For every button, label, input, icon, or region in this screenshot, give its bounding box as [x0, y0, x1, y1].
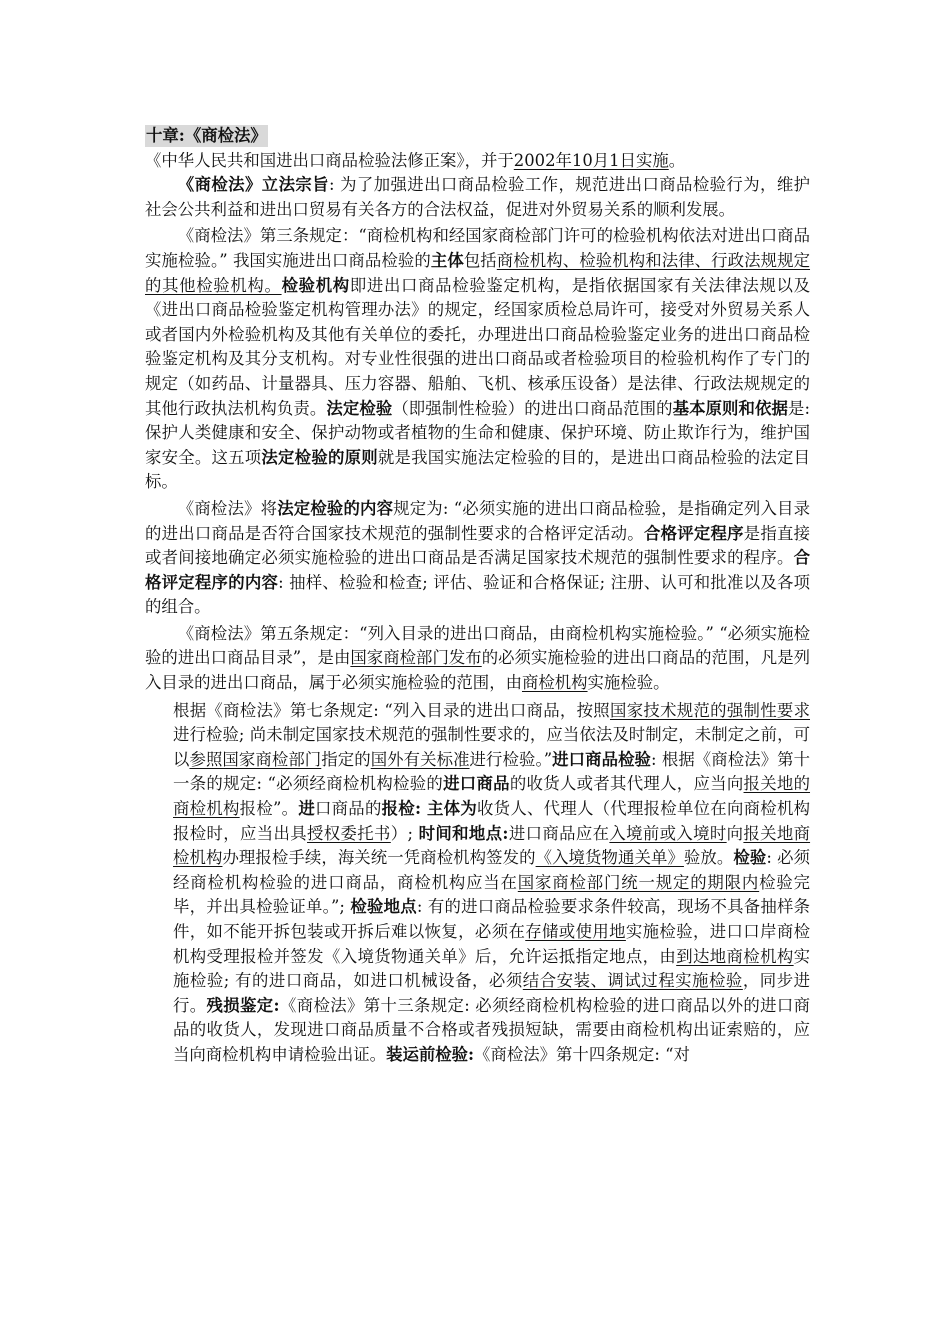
text-run: 就是我国实施法定检验的目的，是进出口商品检验的法定目标。	[145, 447, 811, 492]
text-run: 报检”。	[239, 799, 299, 819]
underlined-text: 国家商检部门统一规定的期限内	[517, 872, 760, 892]
underlined-text: 2002年10月1日实施	[513, 150, 669, 170]
text-run: : 为了加强进出口商品检验工作，规范进出口商品检验行为，维护社会公共利益和进出口贸易有关各方的合法权益，促进对外贸易关系的顺利发展。	[145, 175, 811, 219]
bold-term: 检验地点	[350, 897, 417, 917]
text-run: 进行检验; 尚未制定国家技术规范的强制性要求的，应当依法及时制定，未制定之前，可以	[173, 725, 810, 769]
text-run: 验放。	[683, 848, 734, 868]
bold-term: 残损鉴定:	[206, 995, 280, 1015]
text-run: 包括	[463, 250, 497, 270]
underlined-text: 国家技术规范的强制性要求	[610, 700, 810, 720]
text-run: 是指直接或者间接地确定必须实施检验的进出口商品是否满足国家技术规范的强制性要求的程序。	[145, 523, 811, 568]
text-run: 《中华人民共和国进出口商品检验法修正案》，并于	[145, 150, 514, 170]
underlined-text: 存储或使用地	[525, 922, 626, 941]
text-run: 《商检法》将	[177, 498, 278, 518]
underlined-text: 授权委托书	[307, 823, 391, 843]
paragraph-law-amendment	[145, 149, 810, 174]
text-run: （即强制性检验）的进出口商品范围的	[392, 398, 673, 418]
underlined-text: 《入境货物通关单》	[535, 848, 684, 868]
underlined-text: 商检机构	[521, 673, 588, 693]
text-run: 检验完毕，并出具检验证单。”;	[173, 872, 811, 917]
bold-term: 法定检验的内容	[277, 498, 394, 518]
text-run: 的收货人或者其代理人，应当向	[509, 774, 744, 794]
paragraph-article-7	[173, 699, 810, 1068]
text-run: 是: 保护人类健康和安全、保护动物或者植物的生命和健康、保护环境、防止欺诈行为，维护国家安全。这五项	[145, 398, 811, 467]
underlined-text: 参照国家商检部门	[189, 749, 322, 769]
text-run: 即进出口商品检验鉴定机构，是指依据国家有关法律法规以及《进出口商品检验鉴定机构管理办法》的规定，经国家质检总局许可，接受对外贸易关系人或者国内外检验机构及其他有关单位的委托，办理进出口商品检验鉴定业务的进出口商品检验鉴定机构及其分支机构。对专业性很强的进出口商品或者检验项目的检验机构作了专门的规定（如药品、计量器具、压力容器、船舶、飞机、核承压设备）是法律、行政法规规定的其他行政执法机构负责。	[145, 275, 811, 418]
underlined-text: 报关地商检机构	[173, 823, 811, 868]
bold-term: 合格评定程序	[643, 523, 744, 543]
paragraph-statutory-inspection	[145, 497, 810, 620]
underlined-text: 报关地的商检机构	[173, 774, 811, 819]
text-run: 办理报检手续，海关统一凭商检机构签发的	[222, 848, 536, 868]
text-run: : 有的进口商品检验要求条件较高，现场不具备抽样条件，如不能开拆包装或开拆后难以恢复，必须在	[173, 897, 811, 941]
text-run: 向	[726, 823, 744, 843]
chapter-title: 十章:《商检法》	[146, 126, 267, 145]
text-run: 《商检法》第三条规定：“商检机构和经国家商检部门许可的检验机构依法对进出口商品实施检验。” 我国实施进出口商品检验的	[145, 226, 810, 270]
text-run: 实施检验。	[587, 673, 670, 693]
text-run: : 抽样、检验和检查; 评估、验证和合格保证; 注册、认可和批准以及各项的组合。	[145, 572, 811, 617]
document-body	[145, 124, 810, 1068]
bold-term: 基本原则和依据	[672, 398, 789, 418]
text-run: 实施检验; 有的进口商品，如进口机械设备，必须	[173, 946, 811, 991]
chapter-title-line	[145, 124, 810, 149]
underlined-text: 商检机构、检验机构和法律、行政法规规定的其他检验机构。	[145, 250, 811, 295]
text-run: 进行检验。”	[469, 749, 553, 769]
text-run: 实施检验，进口口岸商检机构受理报检并签发《入境货物通关单》后，允许运抵指定地点，由	[173, 922, 811, 966]
bold-term: 检验	[733, 848, 767, 868]
bold-term: 法定检验的原则	[261, 447, 378, 467]
bold-term: 法定检验	[326, 398, 393, 418]
text-run: 根据《商检法》第七条规定: “列入目录的进出口商品，按照	[173, 700, 610, 720]
text-run: : 根据《商检法》第十一条的规定: “必须经商检机构检验的	[173, 749, 811, 794]
paragraph-article-5	[145, 622, 810, 696]
bold-term: 时间和地点:	[418, 823, 509, 843]
text-run: 进口商品应在	[508, 823, 610, 843]
paragraph-article-3	[145, 224, 810, 495]
bold-term: 主体	[430, 250, 464, 270]
text-run: 收货人、代理人（代理报检单位在向商检机构报检时，应当出具	[173, 799, 811, 843]
paragraph-legislative-purpose	[145, 173, 810, 222]
text-run: 规定为: “必须实施的进出口商品检验，是指确定列入目录的进出口商品是否符合国家技术规范的强制性要求的合格评定活动。	[145, 498, 811, 543]
underlined-text: 到达地商检机构	[676, 946, 794, 966]
bold-term: 进	[298, 799, 315, 819]
bold-term: 进口商品	[443, 774, 510, 794]
text-run: 《商检法》第十三条规定: 必须经商检机构检验的进口商品以外的进口商品的收货人，发现进口商品质量不合格或者残损短缺，需要由商检机构出证索赔的，应当向商检机构申请检验出证。	[173, 995, 810, 1064]
bold-term: 合格评定程序的内容	[145, 548, 810, 592]
text-run: 。	[668, 150, 686, 170]
text-run: : 必须经商检机构检验的进口商品，商检机构应当在	[173, 848, 811, 892]
bold-term: 装运前检验:	[386, 1044, 475, 1064]
text-run: 指定的	[321, 749, 371, 769]
bold-term: 报检: 主体为	[381, 799, 477, 819]
underlined-text: 结合安装、调试过程实施检验	[522, 971, 743, 991]
text-run: ，同步进行。	[173, 971, 811, 1015]
text-run: 《商检法》第十四条规定: “对	[474, 1044, 690, 1064]
bold-term: 检验机构	[281, 275, 350, 295]
bold-term: 《商检法》立法宗旨	[177, 175, 329, 195]
text-run: 口商品的	[314, 799, 382, 819]
text-run: 《商检法》第五条规定：“列入目录的进出口商品，由商检机构实施检验。” “必须实施检验的进出口商品目录”，是由	[145, 623, 810, 668]
underlined-text: 入境前或入境时	[609, 823, 727, 843]
text-run: 的必须实施检验的进出口商品的范围，凡是列入目录的进出口商品，属于必须实施检验的范围，由	[145, 648, 810, 693]
underlined-text: 国家商检部门发布	[350, 648, 482, 668]
underlined-text: 国外有关标准	[370, 749, 470, 769]
bold-term: 进口商品检验	[552, 749, 652, 769]
text-run: ）;	[390, 823, 419, 843]
